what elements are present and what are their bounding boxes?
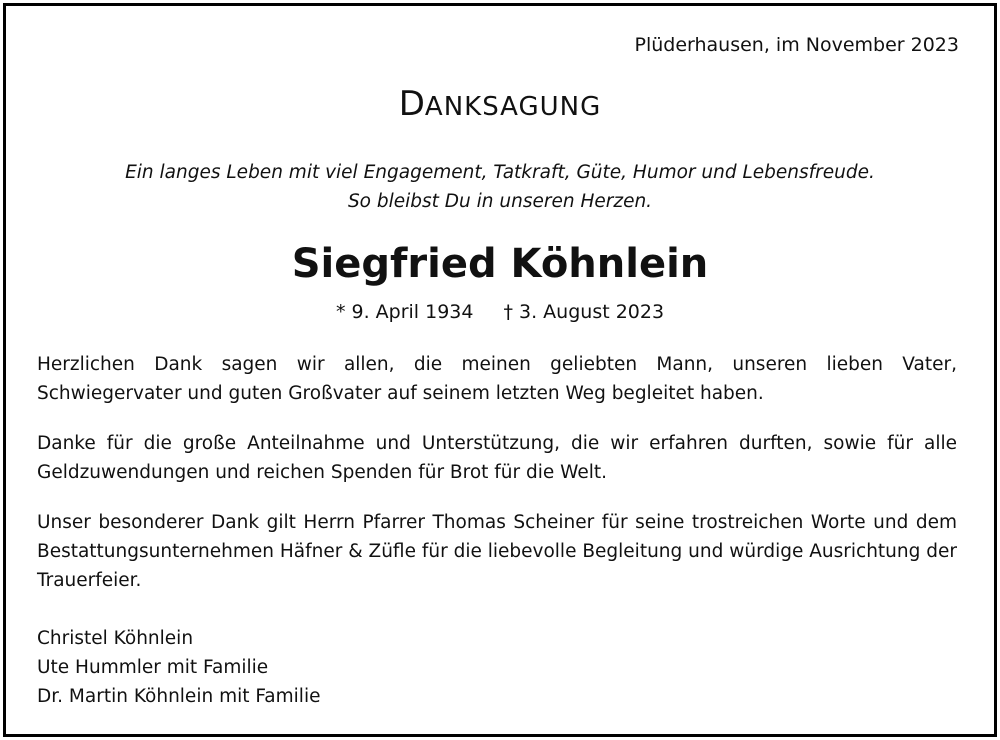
thanks-paragraph-1: Herzlichen Dank sagen wir allen, die meinen geliebten Mann, unseren lieben Vater, Schwiegervater und guten Großvater auf seinem letzten Weg begleitet haben. (37, 354, 957, 404)
birth-date: * 9. April 1934 (335, 301, 474, 323)
death-date: † 3. August 2023 (503, 301, 665, 323)
heading-initial: D (398, 84, 425, 124)
deceased-name: Siegfried Köhnlein (291, 241, 709, 287)
life-dates (0, 301, 1000, 323)
motto-line-2: So bleibst Du in unseren Herzen. (347, 191, 653, 212)
heading-danksagung (0, 84, 1000, 124)
thanks-paragraph-3: Unser besonderer Dank gilt Herrn Pfarrer Thomas Scheiner für seine trostreichen Worte und dem Bestattungsunternehmen Häfner & Züfle für die liebevolle Begleitung und würdige Ausrichtung der Trauerfeier. (37, 512, 957, 591)
motto-line-1: Ein langes Leben mit viel Engagement, Tatkraft, Güte, Humor und Lebensfreude. (125, 162, 875, 183)
signature-1: Christel Köhnlein (37, 628, 194, 649)
thanks-paragraph-2: Danke für die große Anteilnahme und Unterstützung, die wir erfahren durften, sowie für alle Geldzuwendungen und reichen Spenden für Brot für die Welt. (37, 433, 957, 483)
signatures (37, 624, 320, 711)
signature-3: Dr. Martin Köhnlein mit Familie (37, 686, 321, 707)
heading-rest: ANKSAGUNG (424, 92, 602, 122)
motto (0, 158, 1000, 216)
signature-2: Ute Hummler mit Familie (37, 657, 269, 678)
place-date: Plüderhausen, im November 2023 (634, 34, 959, 56)
